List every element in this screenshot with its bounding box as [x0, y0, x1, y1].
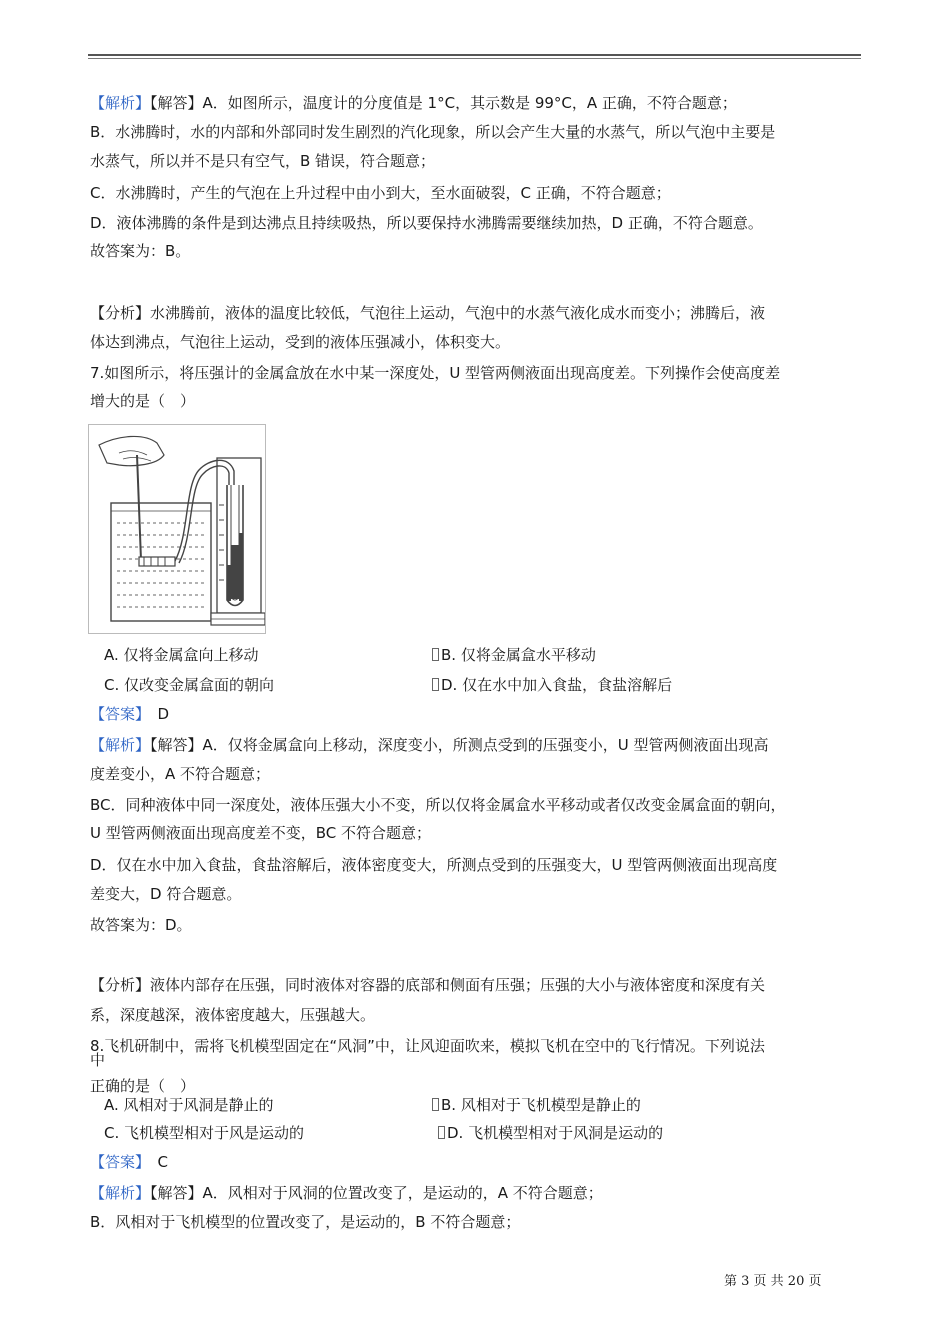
analysis-line: 系，深度越深，液体密度越大，压强越大。	[90, 1006, 376, 1024]
question-stem: 7.如图所示，将压强计的金属盒放在水中某一深度处，U 型管两侧液面出现高度差。下列操作会使高度差	[90, 364, 781, 382]
final-answer: 故答案为：B。	[90, 242, 191, 260]
solution-line: BC．同种液体中同一深度处，液体压强大小不变，所以仅将金属盒水平移动或者仅改变金属盒面的朝向，	[90, 796, 786, 814]
answer-tag: 【答案】	[90, 705, 143, 723]
analysis-line: 体达到沸点，气泡往上运动，受到的液体压强减小，体积变大。	[90, 333, 511, 351]
solution-line: 【解析】【解答】A．如图所示，温度计的分度值是 1°C，其示数是 99°C，A 正确，不符合题意；	[90, 94, 737, 112]
solution-line: 度差变小，A 不符合题意；	[90, 765, 271, 783]
solution-line: 水蒸气，所以并不是只有空气，B 错误，符合题意；	[90, 152, 436, 170]
option-d: D. 仅在水中加入食盐，食盐溶解后	[432, 674, 672, 696]
question-stem: 8.飞机研制中，需将飞机模型固定在“风洞”中，让风迎面吹来，模拟飞机在空中的飞行情况。下列说法	[90, 1037, 765, 1055]
option-c: C. 仅改变金属盒面的朝向	[104, 676, 275, 694]
page-number: 第 3 页 共 20 页	[724, 1274, 822, 1289]
option-b: B. 仅将金属盒水平移动	[432, 644, 596, 666]
analysis-line: 【分析】水沸腾前，液体的温度比较低，气泡往上运动，气泡中的水蒸气液化成水而变小；沸腾后，液	[90, 304, 766, 322]
answer-line: 【答案】 C	[90, 1153, 169, 1171]
answer-tag: 【答案】	[90, 1153, 143, 1171]
option-a: A. 仅将金属盒向上移动	[104, 646, 259, 664]
option-a: A. 风相对于风洞是静止的	[104, 1096, 274, 1114]
analysis-line: 【分析】液体内部存在压强，同时液体对容器的底部和侧面有压强；压强的大小与液体密度和深度有关	[90, 976, 766, 994]
question-stem: 增大的是（ ）	[90, 392, 196, 410]
option-d: D. 飞机模型相对于风洞是运动的	[438, 1122, 663, 1144]
question-stem-overflow: 中	[90, 1051, 106, 1069]
option-b: B. 风相对于飞机模型是静止的	[432, 1094, 641, 1116]
solution-line: D．仅在水中加入食盐，食盐溶解后，液体密度变大，所测点受到的压强变大，U 型管两侧液面出现高度	[90, 856, 778, 874]
question-stem: 正确的是（ ）	[90, 1077, 196, 1095]
solution-line: 【解析】【解答】A．风相对于风洞的位置改变了，是运动的，A 不符合题意；	[90, 1184, 603, 1202]
solution-line: 差变大，D 符合题意。	[90, 885, 242, 903]
solution-line: D．液体沸腾的条件是到达沸点且持续吸热，所以要保持水沸腾需要继续加热，D 正确，不符合题意。	[90, 214, 763, 232]
solution-line: U 型管两侧液面出现高度差不变，BC 不符合题意；	[90, 824, 432, 842]
solution-line: B．水沸腾时，水的内部和外部同时发生剧烈的汽化现象，所以会产生大量的水蒸气，所以气泡中主要是	[90, 123, 776, 141]
answer-line: 【答案】 D	[90, 705, 170, 723]
option-c: C. 飞机模型相对于风是运动的	[104, 1124, 305, 1142]
solution-line: C．水沸腾时，产生的气泡在上升过程中由小到大，至水面破裂，C 正确，不符合题意；	[90, 184, 671, 202]
pressure-gauge-illustration	[89, 425, 265, 633]
solution-line: B．风相对于飞机模型的位置改变了，是运动的，B 不符合题意；	[90, 1213, 521, 1231]
final-answer: 故答案为：D。	[90, 916, 192, 934]
solution-line: 【解析】【解答】A．仅将金属盒向上移动，深度变小，所测点受到的压强变小，U 型管两侧液面出现高	[90, 736, 769, 754]
analysis-tag: 【解析】	[90, 94, 151, 112]
header-rule	[88, 54, 861, 59]
pressure-gauge-figure	[88, 424, 266, 634]
